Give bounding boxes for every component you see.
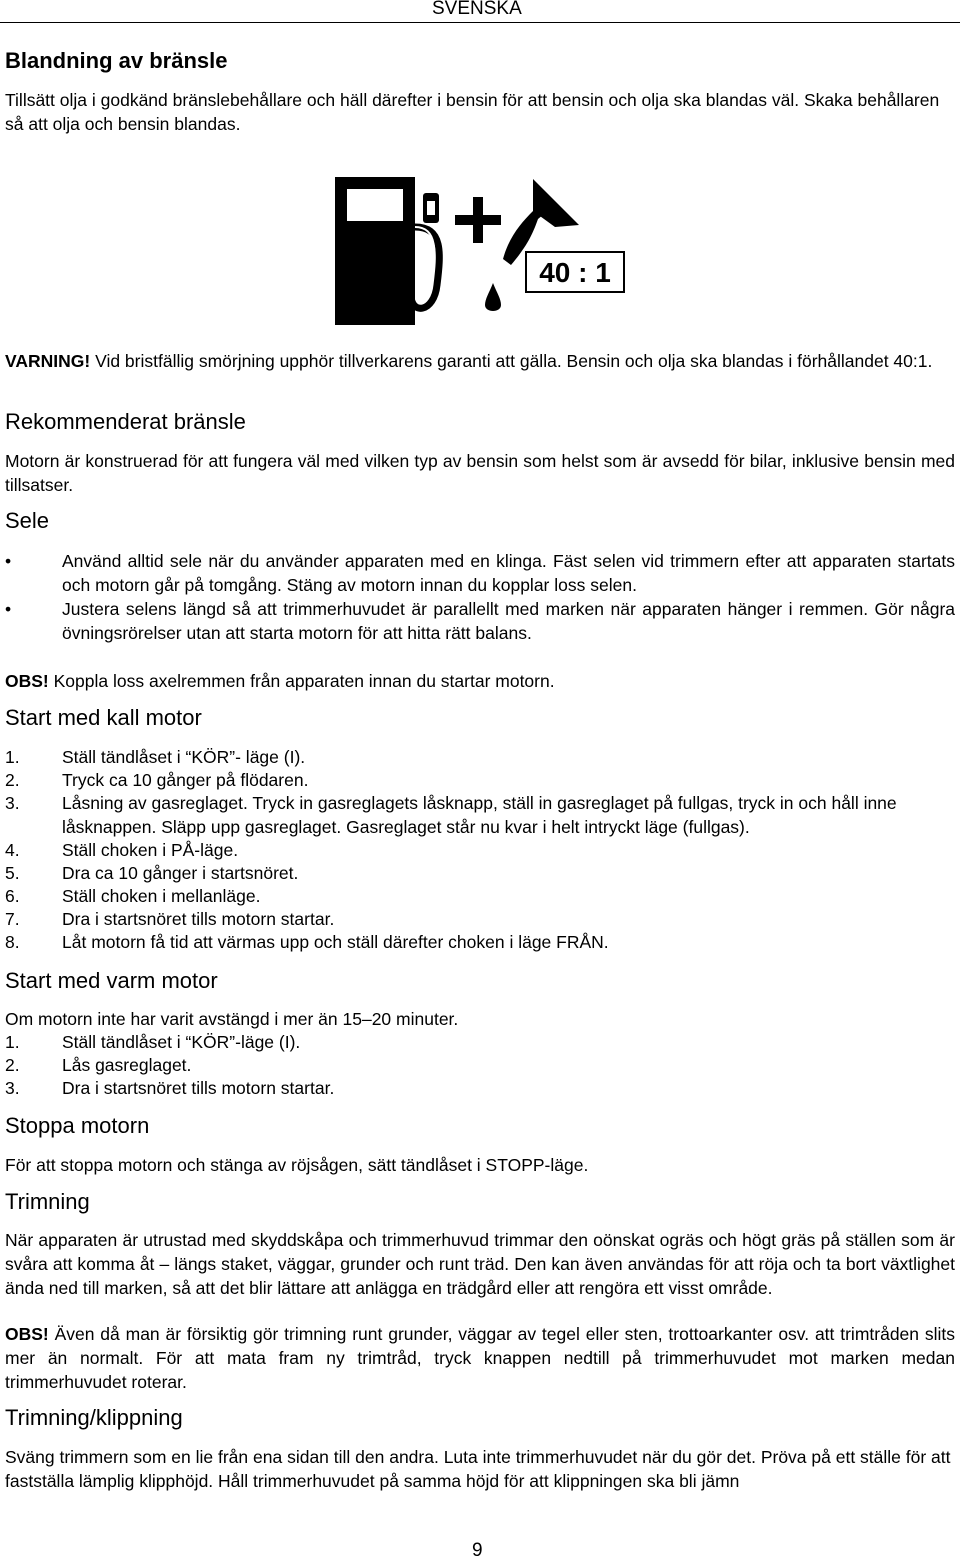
section-title-stop: Stoppa motorn bbox=[5, 1113, 150, 1138]
step-number: 8. bbox=[5, 932, 20, 952]
harness-bullet-text: Justera selens längd så att trimmerhuvudet är parallellt med marken när apparaten hänger i remmen. Gör några övningsrörelser utan att starta motorn för att hitta rätt balans. bbox=[62, 599, 955, 643]
step-number: 6. bbox=[5, 886, 20, 906]
warning-paragraph bbox=[5, 349, 955, 373]
warm-start-intro: Om motorn inte har varit avstängd i mer än 15–20 minuter. bbox=[5, 1009, 459, 1029]
step-number: 5. bbox=[5, 863, 20, 883]
section-title-harness: Sele bbox=[5, 508, 50, 533]
step-text: Ställ choken i mellanläge. bbox=[62, 886, 261, 906]
step-number: 2. bbox=[5, 1055, 20, 1075]
harness-bullet-text: Använd alltid sele när du använder apparaten med en klinga. Fäst selen vid trimmern efter att apparaten startats och motorn går på tomgång. Stäng av motorn innan du kopplar loss selen. bbox=[62, 551, 955, 595]
bullet-dot: • bbox=[5, 599, 12, 619]
note-text: Även då man är försiktig gör trimning runt grunder, väggar av tegel eller sten, trottoarkanter osv. att trimtråden slits mer än normalt. För att mata fram ny trimtråd, tryck knappen nedtill på trimmerhuvudet mot marken medan trimmerhuvudet roterar. bbox=[5, 1324, 955, 1392]
trimming-note bbox=[5, 1322, 955, 1394]
step-text: Ställ tändlåset i “KÖR”-läge (I). bbox=[62, 1032, 301, 1052]
step-text: Lås gasreglaget. bbox=[62, 1055, 192, 1075]
stop-text: För att stoppa motorn och stänga av röjsågen, sätt tändlåset i STOPP-läge. bbox=[5, 1155, 589, 1175]
note-label: OBS! bbox=[5, 1324, 49, 1344]
clipping-text: Sväng trimmern som en lie från ena sidan till den andra. Luta inte trimmerhuvudet när du gör det. Pröva på ett ställe för att fastställa lämplig klipphöjd. Håll trimmerhuvudet på samma höjd för att klippningen ska bli jämn bbox=[5, 1447, 951, 1491]
step-text: Dra ca 10 gånger i startsnöret. bbox=[62, 863, 299, 883]
bullet-dot: • bbox=[5, 551, 12, 571]
step-number: 1. bbox=[5, 747, 20, 767]
step-number: 3. bbox=[5, 793, 20, 813]
page-number: 9 bbox=[472, 1540, 483, 1561]
section-title-mixing: Blandning av bränsle bbox=[5, 48, 228, 73]
section-title-warm-start: Start med varm motor bbox=[5, 968, 218, 993]
section-title-trimming: Trimning bbox=[5, 1189, 90, 1214]
header-rule bbox=[0, 22, 960, 23]
step-text: Ställ choken i PÅ-läge. bbox=[62, 840, 239, 860]
plus-icon bbox=[455, 197, 501, 243]
step-text: Låsning av gasreglaget. Tryck in gasreglagets låsknapp, ställ in gasreglaget på fullgas, tryck in och håll inne låsknappen. Släpp upp gasreglaget. Gasreglaget står nu kvar i helt intryckt läge (fullgas). bbox=[62, 793, 897, 837]
section-title-clipping: Trimning/klippning bbox=[5, 1405, 183, 1430]
section-title-cold-start: Start med kall motor bbox=[5, 705, 202, 730]
section-title-fuel: Rekommenderat bränsle bbox=[5, 409, 246, 434]
fuel-text: Motorn är konstruerad för att fungera väl med vilken typ av bensin som helst som är avsedd för bilar, inklusive bensin med tillsatser. bbox=[5, 451, 955, 495]
step-number: 2. bbox=[5, 770, 20, 790]
mixing-text: Tillsätt olja i godkänd bränslebehållare och häll därefter i bensin för att bensin och olja ska blandas väl. Skaka behållaren så att olja och bensin blandas. bbox=[5, 90, 940, 134]
trimming-text: När apparaten är utrustad med skyddskåpa och trimmerhuvud trimmar den oönskat ogräs och högt gräs på ställen som är svåra att komma åt – längs staket, väggar, grunder och runt träd. Den kan även användas för att röja och ta bort växtlighet ända ned till marken, så att det blir lättare att anlägga en trädgård eller att rengöra ett visst område. bbox=[5, 1230, 955, 1298]
step-number: 7. bbox=[5, 909, 20, 929]
step-text: Dra i startsnöret tills motorn startar. bbox=[62, 909, 335, 929]
step-text: Tryck ca 10 gånger på flödaren. bbox=[62, 770, 309, 790]
step-number: 4. bbox=[5, 840, 20, 860]
step-text: Låt motorn få tid att värmas upp och ställ därefter choken i läge FRÅN. bbox=[62, 932, 609, 952]
step-number: 3. bbox=[5, 1078, 20, 1098]
step-text: Dra i startsnöret tills motorn startar. bbox=[62, 1078, 335, 1098]
warning-text: Vid bristfällig smörjning upphör tillverkarens garanti att gälla. Bensin och olja ska blandas i förhållandet 40:1. bbox=[90, 351, 933, 371]
step-number: 1. bbox=[5, 1032, 20, 1052]
step-text: Ställ tändlåset i “KÖR”- läge (I). bbox=[62, 747, 306, 767]
harness-note bbox=[5, 669, 955, 693]
ratio-label: 40 : 1 bbox=[539, 257, 611, 288]
language-header: SVENSKA bbox=[432, 0, 522, 19]
fuel-mix-illustration bbox=[333, 175, 628, 325]
note-label: OBS! bbox=[5, 671, 49, 691]
fuel-pump-icon bbox=[335, 177, 439, 325]
warning-label: VARNING! bbox=[5, 351, 91, 371]
note-text: Koppla loss axelremmen från apparaten innan du startar motorn. bbox=[48, 671, 555, 691]
